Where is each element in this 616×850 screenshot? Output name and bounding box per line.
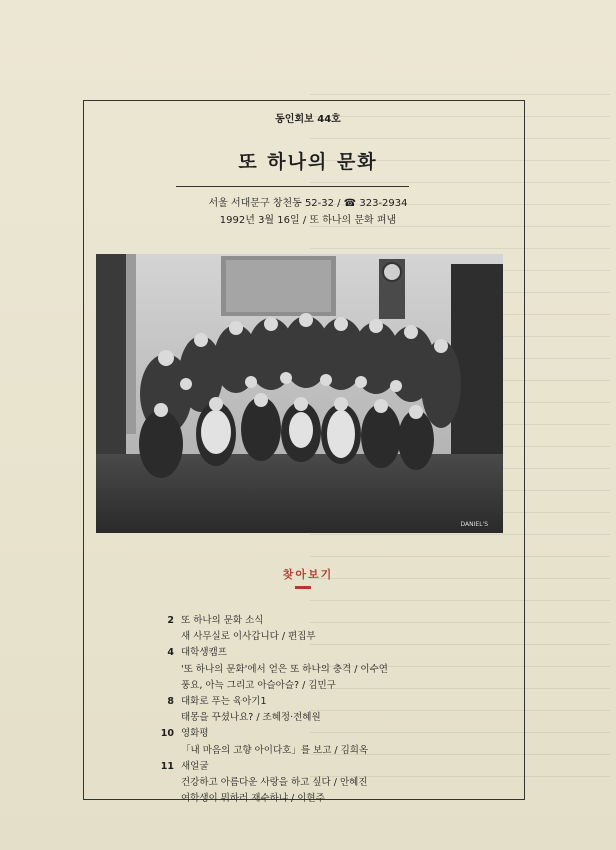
toc-heading: 대화로 푸는 육아기1 <box>181 696 267 708</box>
newsletter-title: 또 하나의 문화 <box>238 151 378 173</box>
toc-page: 4 <box>167 647 174 659</box>
group-photo <box>96 254 503 533</box>
toc-row <box>156 759 486 775</box>
toc-row <box>156 645 486 661</box>
photo-stamp: DANIEL'S <box>460 521 488 528</box>
toc-row <box>156 694 486 710</box>
toc-item: 새 사무실로 이사갑니다 / 편집부 <box>181 631 316 643</box>
group-photo-drawing <box>96 254 503 533</box>
toc-heading: 영화평 <box>181 728 209 740</box>
toc-item: 여학생이 뭐하러 재수하냐 / 이현주 <box>181 793 325 805</box>
toc-item: 풍요, 아늑 그리고 아슬아슬? / 김민구 <box>181 679 336 691</box>
toc-row <box>156 613 486 629</box>
toc-page: 2 <box>167 615 174 626</box>
toc-page: 8 <box>167 696 174 708</box>
address-block <box>0 195 616 229</box>
toc-mark <box>295 586 311 589</box>
toc-item: 「내 마음의 고향 아이다호」를 보고 / 김희옥 <box>181 744 369 756</box>
toc-heading: 새얼굴 <box>181 760 209 772</box>
table-of-contents <box>156 613 486 807</box>
toc-item: 건강하고 아름다운 사랑을 하고 싶다 / 안혜진 <box>181 777 368 789</box>
toc-title: 찾아보기 <box>282 568 334 581</box>
toc-heading: 대학생캠프 <box>181 647 227 659</box>
toc-item: 태몽을 꾸셨나요? / 조혜정·전혜원 <box>181 712 321 724</box>
issue-number: 동인회보 44호 <box>275 114 341 125</box>
date-editor-line: 1992년 3월 16일 / 또 하나의 문화 펴냄 <box>219 215 397 226</box>
toc-page: 11 <box>160 760 174 772</box>
toc-page: 10 <box>160 728 174 740</box>
toc-heading: 또 하나의 문화 소식 <box>181 615 264 626</box>
address-line: 서울 서대문구 창천동 52-32 / ☎ 323-2934 <box>208 198 408 209</box>
toc-row <box>156 726 486 742</box>
title-rule <box>176 186 409 187</box>
toc-item: '또 하나의 문화'에서 얻은 또 하나의 충격 / 이수연 <box>181 663 388 675</box>
